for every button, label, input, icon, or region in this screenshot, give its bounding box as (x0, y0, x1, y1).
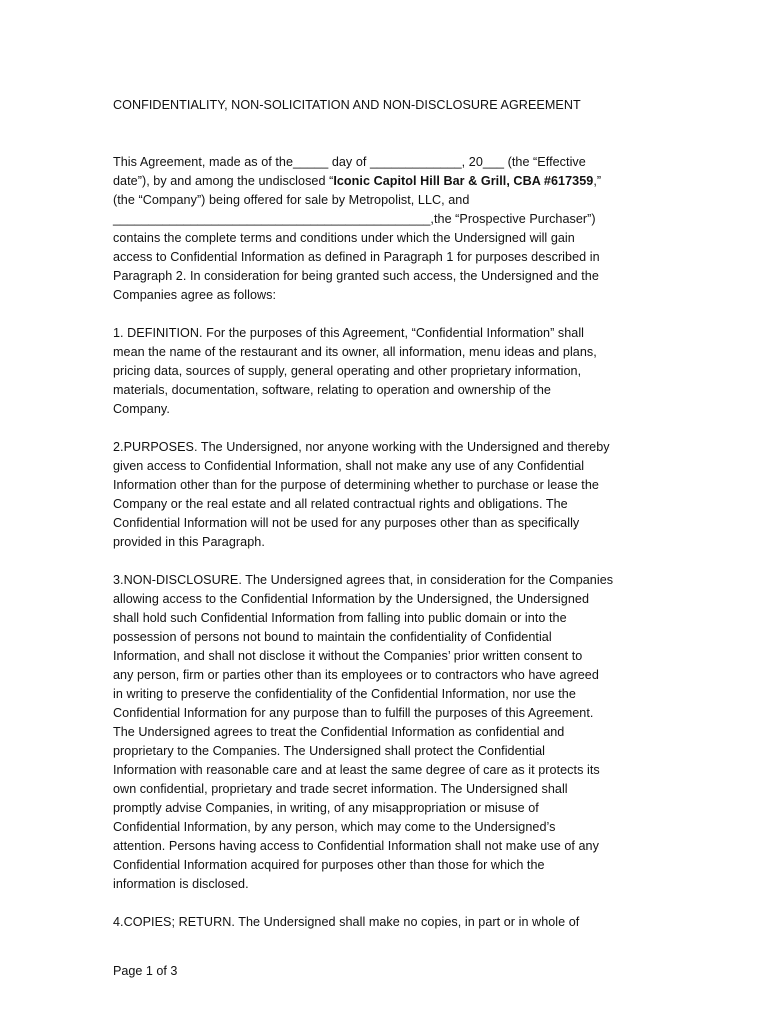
nondisclosure-line: proprietary to the Companies. The Undersigned shall protect the Confidential (113, 744, 545, 758)
nondisclosure-line: shall hold such Confidential Information from falling into public domain or into the (113, 611, 567, 625)
intro-line: Paragraph 2. In consideration for being granted such access, the Undersigned and the (113, 269, 599, 283)
nondisclosure-line: Information, and shall not disclose it without the Companies’ prior written consent to (113, 649, 583, 663)
nondisclosure-line: promptly advise Companies, in writing, of any misappropriation or misuse of (113, 801, 539, 815)
nondisclosure-line: information is disclosed. (113, 877, 249, 891)
nondisclosure-line: possession of persons not bound to maintain the confidentiality of Confidential (113, 630, 552, 644)
definition-paragraph (113, 324, 661, 419)
nondisclosure-line: own confidential, proprietary and trade secret information. The Undersigned shall (113, 782, 568, 796)
intro-line: This Agreement, made as of the_____ day of _____________, 20___ (the “Effective (113, 155, 586, 169)
nondisclosure-line: Information with reasonable care and at least the same degree of care as it protects its (113, 763, 600, 777)
purposes-line: provided in this Paragraph. (113, 535, 265, 549)
nondisclosure-paragraph (113, 571, 661, 894)
intro-text: date”), by and among the undisclosed “ (113, 174, 334, 188)
definition-line: 1. DEFINITION. For the purposes of this Agreement, “Confidential Information” shall (113, 326, 585, 340)
purposes-line: given access to Confidential Information, shall not make any use of any Confidential (113, 459, 585, 473)
intro-paragraph (113, 153, 661, 305)
purposes-line: Company or the real estate and all related contractual rights and obligations. The (113, 497, 568, 511)
intro-line: (the “Company”) being offered for sale by Metropolist, LLC, and (113, 193, 470, 207)
page-number: Page 1 of 3 (113, 964, 178, 978)
business-name: Iconic Capitol Hill Bar & Grill, CBA #617359 (333, 174, 594, 188)
definition-line: pricing data, sources of supply, general operating and other proprietary information, (113, 364, 582, 378)
intro-text: ,” (593, 174, 602, 188)
intro-line (113, 172, 661, 191)
nondisclosure-line: 3.NON-DISCLOSURE. The Undersigned agrees that, in consideration for the Companies (113, 573, 614, 587)
document-title: CONFIDENTIALITY, NON-SOLICITATION AND NON-DISCLOSURE AGREEMENT (113, 98, 581, 112)
copies-paragraph (113, 913, 661, 932)
intro-line: contains the complete terms and conditions under which the Undersigned will gain (113, 231, 575, 245)
purposes-line: Information other than for the purpose of determining whether to purchase or lease the (113, 478, 599, 492)
nondisclosure-line: in writing to preserve the confidentiality of the Confidential Information, nor use the (113, 687, 576, 701)
intro-line: _____________________________________________,the “Prospective Purchaser”) (113, 212, 596, 226)
purposes-line: Confidential Information will not be used for any purposes other than as specifically (113, 516, 580, 530)
definition-line: mean the name of the restaurant and its owner, all information, menu ideas and plans, (113, 345, 597, 359)
intro-line: Companies agree as follows: (113, 288, 277, 302)
nondisclosure-line: Confidential Information for any purpose than to fulfill the purposes of this Agreement. (113, 706, 594, 720)
intro-line: access to Confidential Information as defined in Paragraph 1 for purposes described in (113, 250, 600, 264)
nondisclosure-line: allowing access to the Confidential Information by the Undersigned, the Undersigned (113, 592, 589, 606)
definition-line: materials, documentation, software, relating to operation and ownership of the (113, 383, 551, 397)
purposes-paragraph (113, 438, 661, 552)
nondisclosure-line: Confidential Information acquired for purposes other than those for which the (113, 858, 545, 872)
nondisclosure-line: attention. Persons having access to Confidential Information shall not make use of any (113, 839, 599, 853)
copies-line: 4.COPIES; RETURN. The Undersigned shall make no copies, in part or in whole of (113, 915, 580, 929)
nondisclosure-line: The Undersigned agrees to treat the Confidential Information as confidential and (113, 725, 565, 739)
purposes-line: 2.PURPOSES. The Undersigned, nor anyone working with the Undersigned and thereby (113, 440, 610, 454)
nondisclosure-line: any person, firm or parties other than its employees or to contractors who have agreed (113, 668, 599, 682)
definition-line: Company. (113, 402, 170, 416)
document-body (113, 96, 661, 951)
nondisclosure-line: Confidential Information, by any person, which may come to the Undersigned’s (113, 820, 556, 834)
